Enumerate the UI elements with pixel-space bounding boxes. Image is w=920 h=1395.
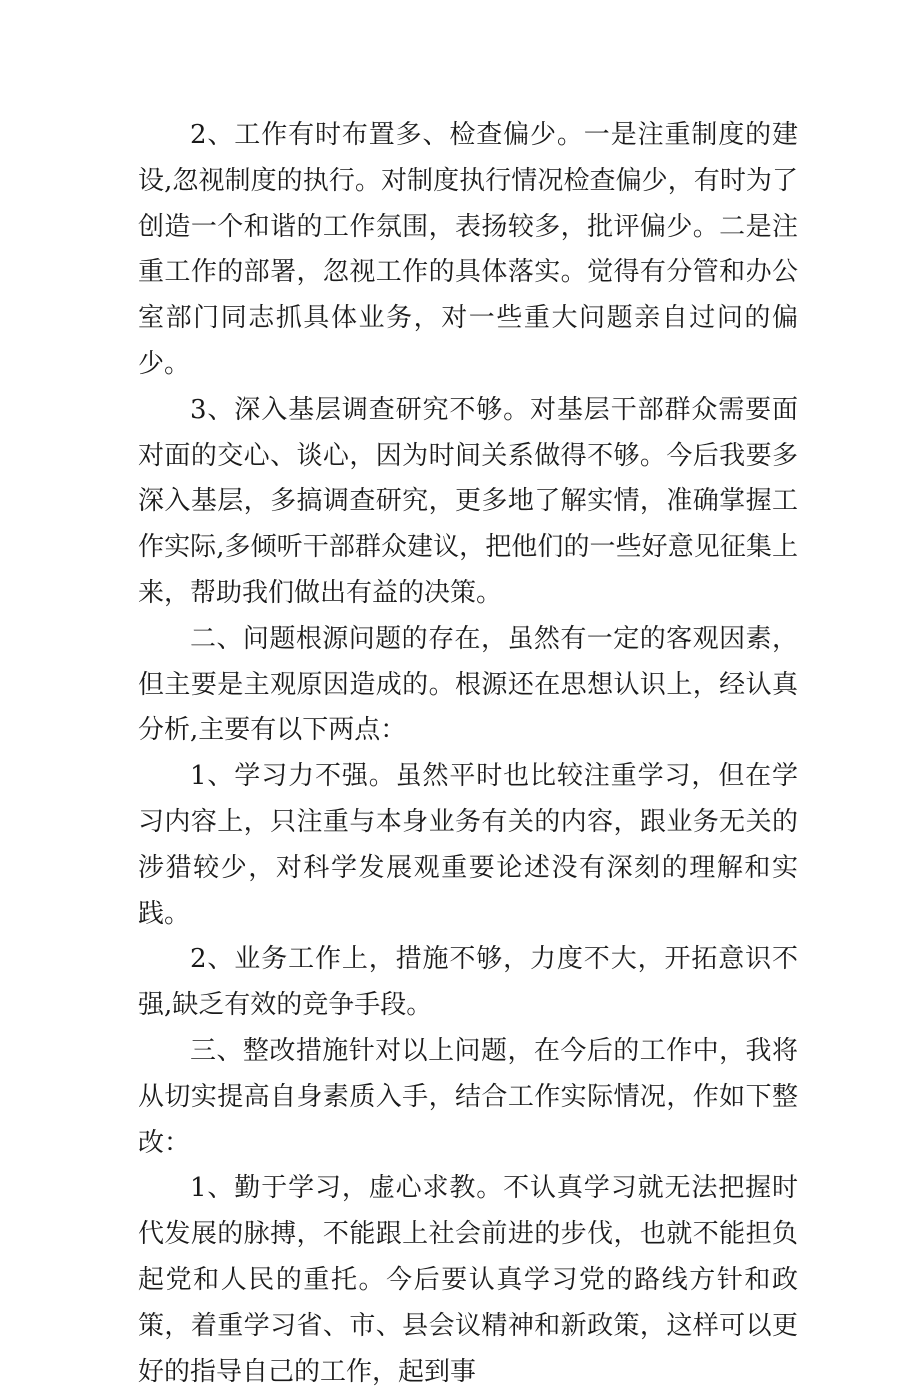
paragraph-grassroots-research: 3、深入基层调查研究不够。对基层干部群众需要面对面的交心、谈心，因为时间关系做得不够。今后我要多深入基层，多搞调查研究，更多地了解实情，准确掌握工作实际,多倾听干部群众建议，把他们的一些好意见征集上来，帮助我们做出有益的决策。 (138, 394, 798, 608)
paragraph-rectification-measures: 三、整改措施针对以上问题，在今后的工作中，我将从切实提高自身素质入手，结合工作实际情况，作如下整改： (138, 1035, 798, 1158)
paragraph-work-arrangement: 2、工作有时布置多、检查偏少。一是注重制度的建设,忽视制度的执行。对制度执行情况检查偏少，有时为了创造一个和谐的工作氛围，表扬较多，批评偏少。二是注重工作的部署，忽视工作的具体落实。觉得有分管和办公室部门同志抓具体业务，对一些重大问题亲自过问的偏少。 (138, 120, 798, 379)
paragraph-learning-ability: 1、学习力不强。虽然平时也比较注重学习，但在学习内容上，只注重与本身业务有关的内容，跟业务无关的涉猎较少，对科学发展观重要论述没有深刻的理解和实践。 (138, 761, 798, 929)
document-body (138, 113, 798, 1395)
paragraph-business-work: 2、业务工作上，措施不够，力度不大，开拓意识不强,缺乏有效的竞争手段。 (138, 944, 798, 1021)
paragraph-diligent-study: 1、勤于学习，虚心求教。不认真学习就无法把握时代发展的脉搏，不能跟上社会前进的步伐，也就不能担负起党和人民的重托。今后要认真学习党的路线方针和政策，着重学习省、市、县会议精神和新政策，这样可以更好的指导自己的工作，起到事 (138, 1173, 798, 1387)
paragraph-problem-roots: 二、问题根源问题的存在，虽然有一定的客观因素，但主要是主观原因造成的。根源还在思想认识上，经认真分析,主要有以下两点： (138, 623, 798, 746)
